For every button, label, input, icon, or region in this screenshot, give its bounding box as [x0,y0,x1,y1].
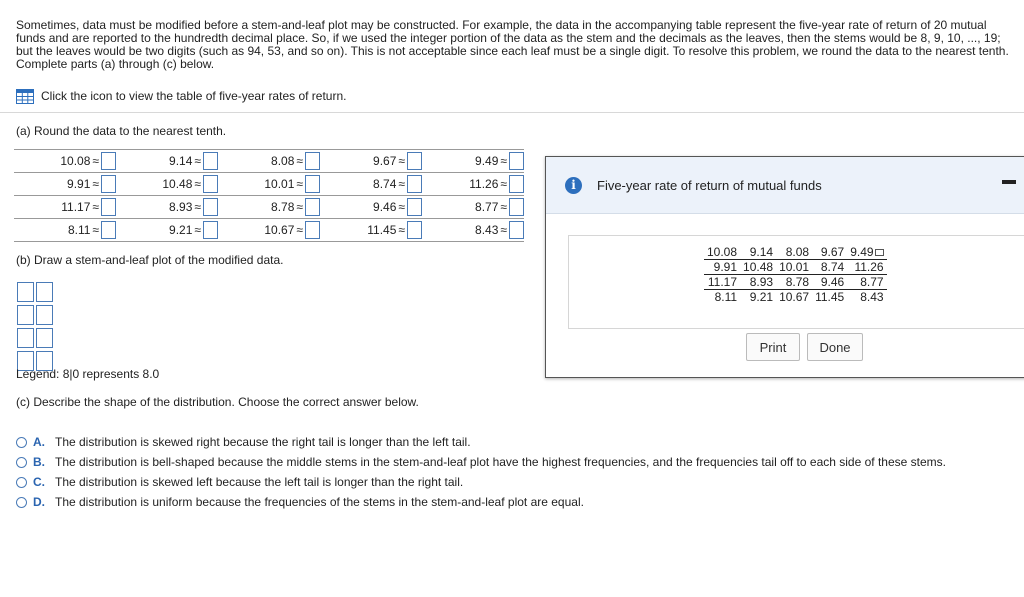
data-table-panel [568,235,1024,329]
data-cell [704,290,740,305]
rounding-item [218,152,320,170]
stem-input[interactable] [17,305,34,325]
approx-symbol: ≈ [194,177,201,191]
rounding-item [116,198,218,216]
rounding-row [14,150,524,173]
data-cell [740,275,776,290]
data-value: 9.49 [850,245,874,259]
leaf-input[interactable] [36,305,53,325]
rounding-cell [218,150,320,173]
rounding-cell [218,196,320,219]
rounded-input[interactable] [407,198,422,216]
data-value: 10.48 [743,260,774,274]
rounding-item [422,175,524,193]
data-value: 11.45 [815,290,845,304]
original-value: 8.74 [373,177,397,191]
rounded-input[interactable] [305,152,320,170]
data-cell [776,260,812,275]
approx-symbol: ≈ [398,223,405,237]
rounding-item [218,198,320,216]
rounding-cell [320,173,422,196]
data-value: 8.77 [860,275,884,289]
rounding-cell [116,219,218,242]
approx-symbol: ≈ [92,223,99,237]
data-cell [776,275,812,290]
rounded-input[interactable] [305,198,320,216]
view-table-link[interactable] [16,88,346,104]
data-value: 9.67 [820,245,845,259]
original-value: 9.14 [169,154,193,168]
stem-input[interactable] [17,282,34,302]
rounded-input[interactable] [407,175,422,193]
rounded-input[interactable] [509,198,524,216]
approx-symbol: ≈ [92,154,99,168]
rounding-item [14,198,116,216]
rounded-input[interactable] [101,221,116,239]
data-value: 8.11 [714,290,738,304]
rounded-input[interactable] [407,152,422,170]
original-value: 8.77 [475,200,499,214]
data-value: 10.67 [779,290,810,304]
original-value: 10.08 [60,154,91,168]
rounding-cell [320,150,422,173]
minimize-icon[interactable] [1002,180,1016,184]
data-cell [776,245,812,260]
data-value: 9.46 [820,275,845,289]
approx-symbol: ≈ [500,154,507,168]
rounding-cell [320,219,422,242]
rounding-cell [116,150,218,173]
approx-symbol: ≈ [398,177,405,191]
intro-text: Sometimes, data must be modified before a stem-and-leaf plot may be constructed. For example, the data in the accompanying table represent the five-year rate of return of 20 mutual funds and are reported to the hundredth decimal place. So, if we used the integer portion of the data as the stem and the decimals as the leaves, then the stems would be 8, 9, 10, ..., 19; but the leaves would be two digits (such as 94, 53, and so on). This is not acceptable since each leaf must be a single digit. To resolve this problem, we round the data to the nearest tenth. Complete parts (a) through (c) below. [16,18,1009,71]
rounding-item [14,152,116,170]
data-value: 8.78 [785,275,810,289]
original-value: 10.48 [162,177,193,191]
rounding-cell [218,173,320,196]
original-value: 8.08 [271,154,295,168]
rounded-input[interactable] [509,175,524,193]
original-value: 8.78 [271,200,295,214]
part-a-heading: (a) Round the data to the nearest tenth. [16,124,227,138]
stem-leaf-row [17,282,55,302]
copy-icon[interactable] [875,249,884,256]
rounded-input[interactable] [407,221,422,239]
original-value: 9.21 [169,223,193,237]
rounding-item [218,221,320,239]
approx-symbol: ≈ [398,154,405,168]
rounding-item [320,221,422,239]
data-value: 8.74 [820,260,845,274]
original-value: 8.93 [169,200,193,214]
rounding-table [14,149,524,242]
data-cell [740,290,776,305]
rounding-item [422,221,524,239]
choice-b[interactable]: B. The distribution is bell-shaped because the middle stems in the stem-and-leaf plot have the highest frequencies, and the frequencies tail off to each side of these stems. [16,452,946,472]
popup-title: Five-year rate of return of mutual funds [597,177,822,193]
rounded-input[interactable] [305,175,320,193]
rounding-item [116,221,218,239]
data-row [704,275,887,290]
rounded-input[interactable] [509,152,524,170]
part-c-heading: (c) Describe the shape of the distribution. Choose the correct answer below. [16,395,419,409]
approx-symbol: ≈ [398,200,405,214]
approx-symbol: ≈ [92,177,99,191]
approx-symbol: ≈ [296,154,303,168]
info-icon: i [565,177,582,194]
rounding-cell [422,150,524,173]
stem-leaf-row [17,305,55,325]
rounding-cell [320,196,422,219]
data-cell [847,245,886,260]
rounding-row [14,196,524,219]
data-cell [847,290,886,305]
radio-button[interactable] [16,437,27,448]
rounded-input[interactable] [101,175,116,193]
answer-choices [16,432,946,512]
rounding-item [422,152,524,170]
rounding-cell [422,219,524,242]
data-value: 11.17 [707,275,738,289]
data-cell [847,275,886,290]
stem-leaf-plot [17,282,55,374]
rounding-item [422,198,524,216]
approx-symbol: ≈ [500,223,507,237]
data-cell [704,260,740,275]
original-value: 8.43 [475,223,499,237]
original-value: 10.67 [264,223,295,237]
rounding-cell [116,173,218,196]
approx-symbol: ≈ [194,200,201,214]
original-value: 9.91 [67,177,91,191]
original-value: 9.46 [373,200,397,214]
rounding-item [320,198,422,216]
data-cell [776,290,812,305]
rounding-cell [14,219,116,242]
rounded-input[interactable] [203,152,218,170]
data-cell [740,245,776,260]
rounding-cell [14,173,116,196]
view-table-text[interactable]: Click the icon to view the table of five-year rates of return. [41,89,347,103]
data-popup [545,156,1024,378]
choice-c[interactable]: C. The distribution is skewed left because the left tail is longer than the right tail. [16,472,946,492]
rounding-item [320,152,422,170]
data-value: 10.08 [707,245,738,259]
data-value: 9.91 [713,260,738,274]
print-button[interactable]: Print [746,333,800,361]
data-row [704,260,887,275]
data-value: 10.01 [779,260,810,274]
legend-text: Legend: 8|0 represents 8.0 [16,367,160,381]
data-cell [704,245,740,260]
data-row [704,290,887,305]
leaf-input[interactable] [36,282,53,302]
rounded-input[interactable] [101,152,116,170]
rounded-input[interactable] [203,221,218,239]
rounding-cell [422,196,524,219]
data-cell [812,260,847,275]
original-value: 11.45 [367,223,397,237]
choice-a[interactable]: A. The distribution is skewed right because the right tail is longer than the left tail. [16,432,946,452]
radio-button[interactable] [16,477,27,488]
approx-symbol: ≈ [296,223,303,237]
rounding-item [116,175,218,193]
leaf-input[interactable] [36,328,53,348]
data-value: 9.21 [749,290,774,304]
data-row [704,245,887,260]
popup-header [546,157,1024,214]
rounding-row [14,219,524,242]
original-value: 9.67 [373,154,397,168]
rounded-input[interactable] [203,175,218,193]
rounding-item [116,152,218,170]
data-cell [812,275,847,290]
approx-symbol: ≈ [296,177,303,191]
rounding-cell [116,196,218,219]
original-value: 10.01 [264,177,295,191]
rounding-cell [14,150,116,173]
part-b-heading: (b) Draw a stem-and-leaf plot of the modified data. [16,253,284,267]
stem-leaf-row [17,328,55,348]
data-value: 8.43 [860,290,884,304]
data-cell [704,275,740,290]
divider [0,112,1024,113]
approx-symbol: ≈ [500,177,507,191]
data-cell [740,260,776,275]
done-button[interactable]: Done [807,333,863,361]
rounding-item [14,175,116,193]
radio-button[interactable] [16,497,27,508]
rounding-row [14,173,524,196]
data-cell [812,290,847,305]
rounded-input[interactable] [509,221,524,239]
approx-symbol: ≈ [194,223,201,237]
rounded-input[interactable] [203,198,218,216]
radio-button[interactable] [16,457,27,468]
approx-symbol: ≈ [194,154,201,168]
approx-symbol: ≈ [92,200,99,214]
original-value: 11.26 [469,177,499,191]
data-value: 8.93 [749,275,774,289]
data-cell [812,245,847,260]
choice-d[interactable]: D. The distribution is uniform because the frequencies of the stems in the stem-and-leaf plot are equal. [16,492,946,512]
rounding-cell [422,173,524,196]
original-value: 9.49 [475,154,499,168]
original-value: 11.17 [61,200,91,214]
data-value: 11.26 [854,260,884,274]
data-table [704,245,887,304]
rounded-input[interactable] [305,221,320,239]
data-cell [847,260,886,275]
original-value: 8.11 [67,223,91,237]
data-value: 9.14 [749,245,774,259]
table-icon[interactable] [16,89,34,104]
rounding-item [14,221,116,239]
rounding-item [320,175,422,193]
rounding-cell [14,196,116,219]
approx-symbol: ≈ [500,200,507,214]
rounded-input[interactable] [101,198,116,216]
data-value: 8.08 [785,245,810,259]
stem-input[interactable] [17,328,34,348]
rounding-cell [218,219,320,242]
approx-symbol: ≈ [296,200,303,214]
rounding-item [218,175,320,193]
